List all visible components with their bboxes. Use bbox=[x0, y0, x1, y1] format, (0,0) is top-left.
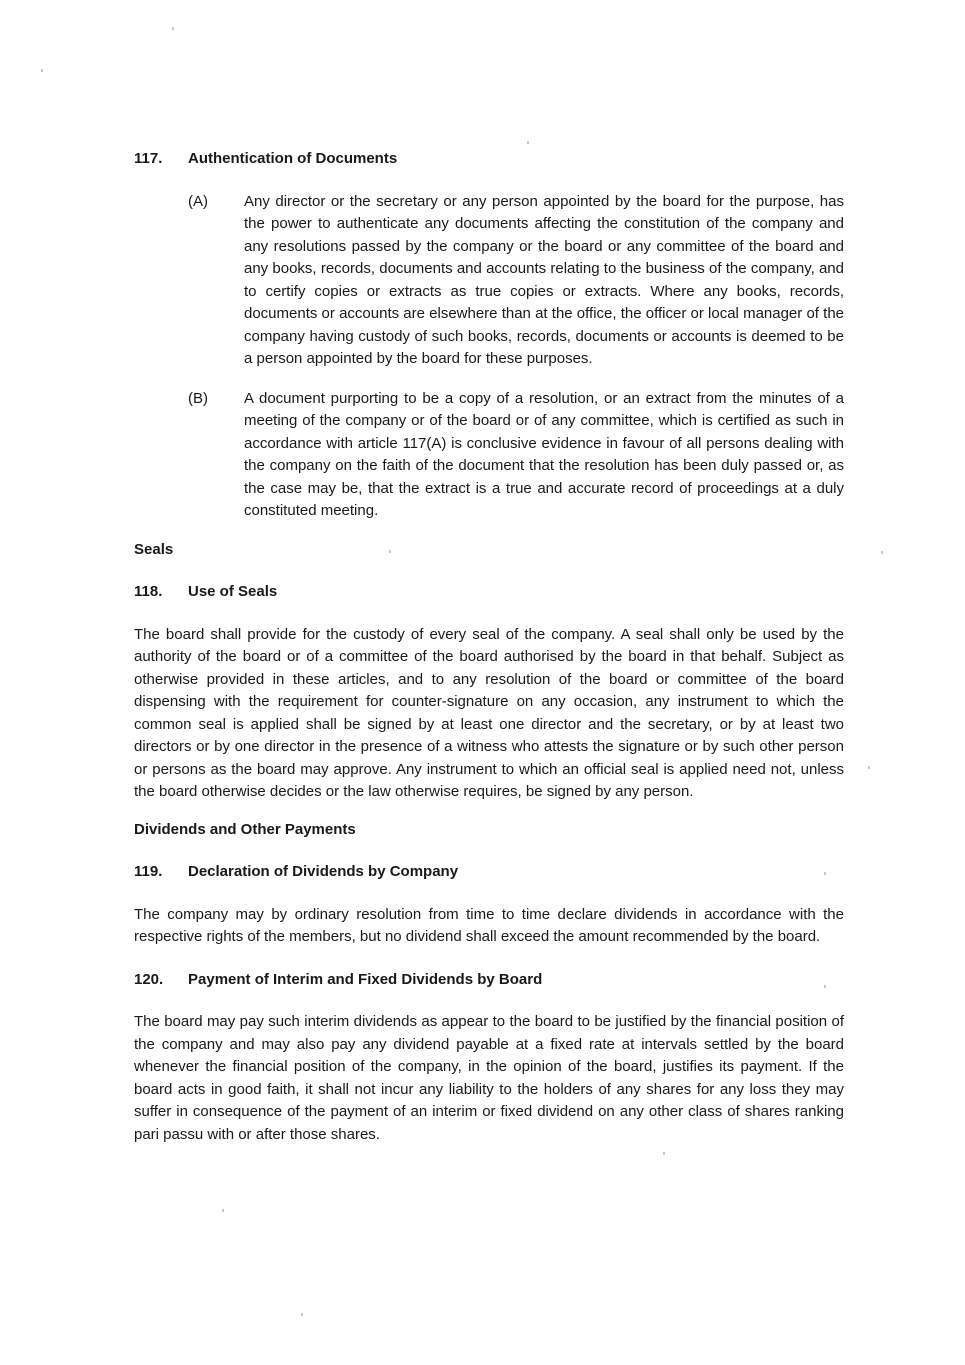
scan-speck bbox=[881, 551, 883, 554]
article-120-number: 120. bbox=[134, 970, 164, 988]
clause-117-a bbox=[134, 191, 844, 371]
article-120-title: Payment of Interim and Fixed Dividends by Board bbox=[188, 970, 543, 988]
article-118-heading bbox=[134, 581, 844, 604]
article-117-heading bbox=[134, 148, 844, 171]
document-content bbox=[134, 148, 844, 1146]
article-117-title: Authentication of Documents bbox=[188, 150, 398, 167]
article-118-body: The board shall provide for the custody of every seal of the company. A seal shall only be used by the authority of the board or of a committee of the board authorised by the board in that behalf. Subject as otherwise provided in these articles, and to any resolution of the board or committee of the board dispensing with the requirement for counter-signature on any occasion, any instrument to which the common seal is applied shall be signed by at least one director and the secretary, or by at least two directors or by one director in the presence of a witness who attests the signature or by such other person or persons as the board may approve. Any instrument to which an official seal is applied need not, unless the board otherwise decides or the law otherwise requires, be signed by any person. bbox=[134, 625, 844, 800]
clause-117-b-text: A document purporting to be a copy of a resolution, or an extract from the minutes of a meeting of the company or of the board or of any committee, which is certified as such in accordance with article 117(A) is conclusive evidence in favour of all persons dealing with the company on the faith of the document that the resolution has been duly passed or, as the case may be, that the extract is a true and accurate record of proceedings at a duly constituted meeting. bbox=[244, 389, 844, 519]
article-119-body: The company may by ordinary resolution from time to time declare dividends in accordance with the respective rights of the members, but no dividend shall exceed the amount recommended by the board. bbox=[134, 905, 844, 945]
scan-speck bbox=[663, 1152, 665, 1155]
scan-speck bbox=[222, 1209, 224, 1212]
article-118-number: 118. bbox=[134, 583, 163, 600]
section-heading-seals: Seals bbox=[134, 540, 174, 558]
clause-117-b-label: (B) bbox=[188, 389, 208, 407]
article-118-title: Use of Seals bbox=[188, 583, 278, 600]
clause-117-b bbox=[134, 388, 844, 523]
article-117-number: 117. bbox=[134, 150, 163, 167]
article-120-body: The board may pay such interim dividends as appear to the board to be justified by the financial position of the company and may also pay any dividend payable at a fixed rate at intervals settled by the board whenever the financial position of the company, in the opinion of the board, justifies its payment. If the board acts in good faith, it shall not incur any liability to the holders of any shares for any loss they may suffer in consequence of the payment of an interim or fixed dividend on any other class of shares ranking pari passu with or after those shares. bbox=[134, 1013, 844, 1143]
scan-speck bbox=[868, 766, 870, 769]
scan-speck bbox=[41, 69, 43, 72]
article-119-heading bbox=[134, 861, 844, 884]
article-120-heading bbox=[134, 969, 844, 992]
article-119-number: 119. bbox=[134, 863, 163, 880]
scan-speck bbox=[172, 27, 174, 30]
clause-117-a-text: Any director or the secretary or any person appointed by the board for the purpose, has the power to authenticate any documents affecting the constitution of the company and any resolutions passed by the company or the board or any committee of the board and any books, records, documents and accounts relating to the business of the company, and to certify copies or extracts as true copies or extracts. Where any books, records, documents or accounts are elsewhere than at the office, the officer or local manager of the company having custody of such books, records, documents or accounts is deemed to be a person appointed by the board for these purposes. bbox=[244, 192, 844, 367]
scan-speck bbox=[527, 141, 529, 144]
section-heading-dividends: Dividends and Other Payments bbox=[134, 820, 356, 838]
article-119-title: Declaration of Dividends by Company bbox=[188, 863, 459, 880]
scan-speck bbox=[301, 1313, 303, 1316]
clause-117-a-label: (A) bbox=[188, 192, 208, 210]
